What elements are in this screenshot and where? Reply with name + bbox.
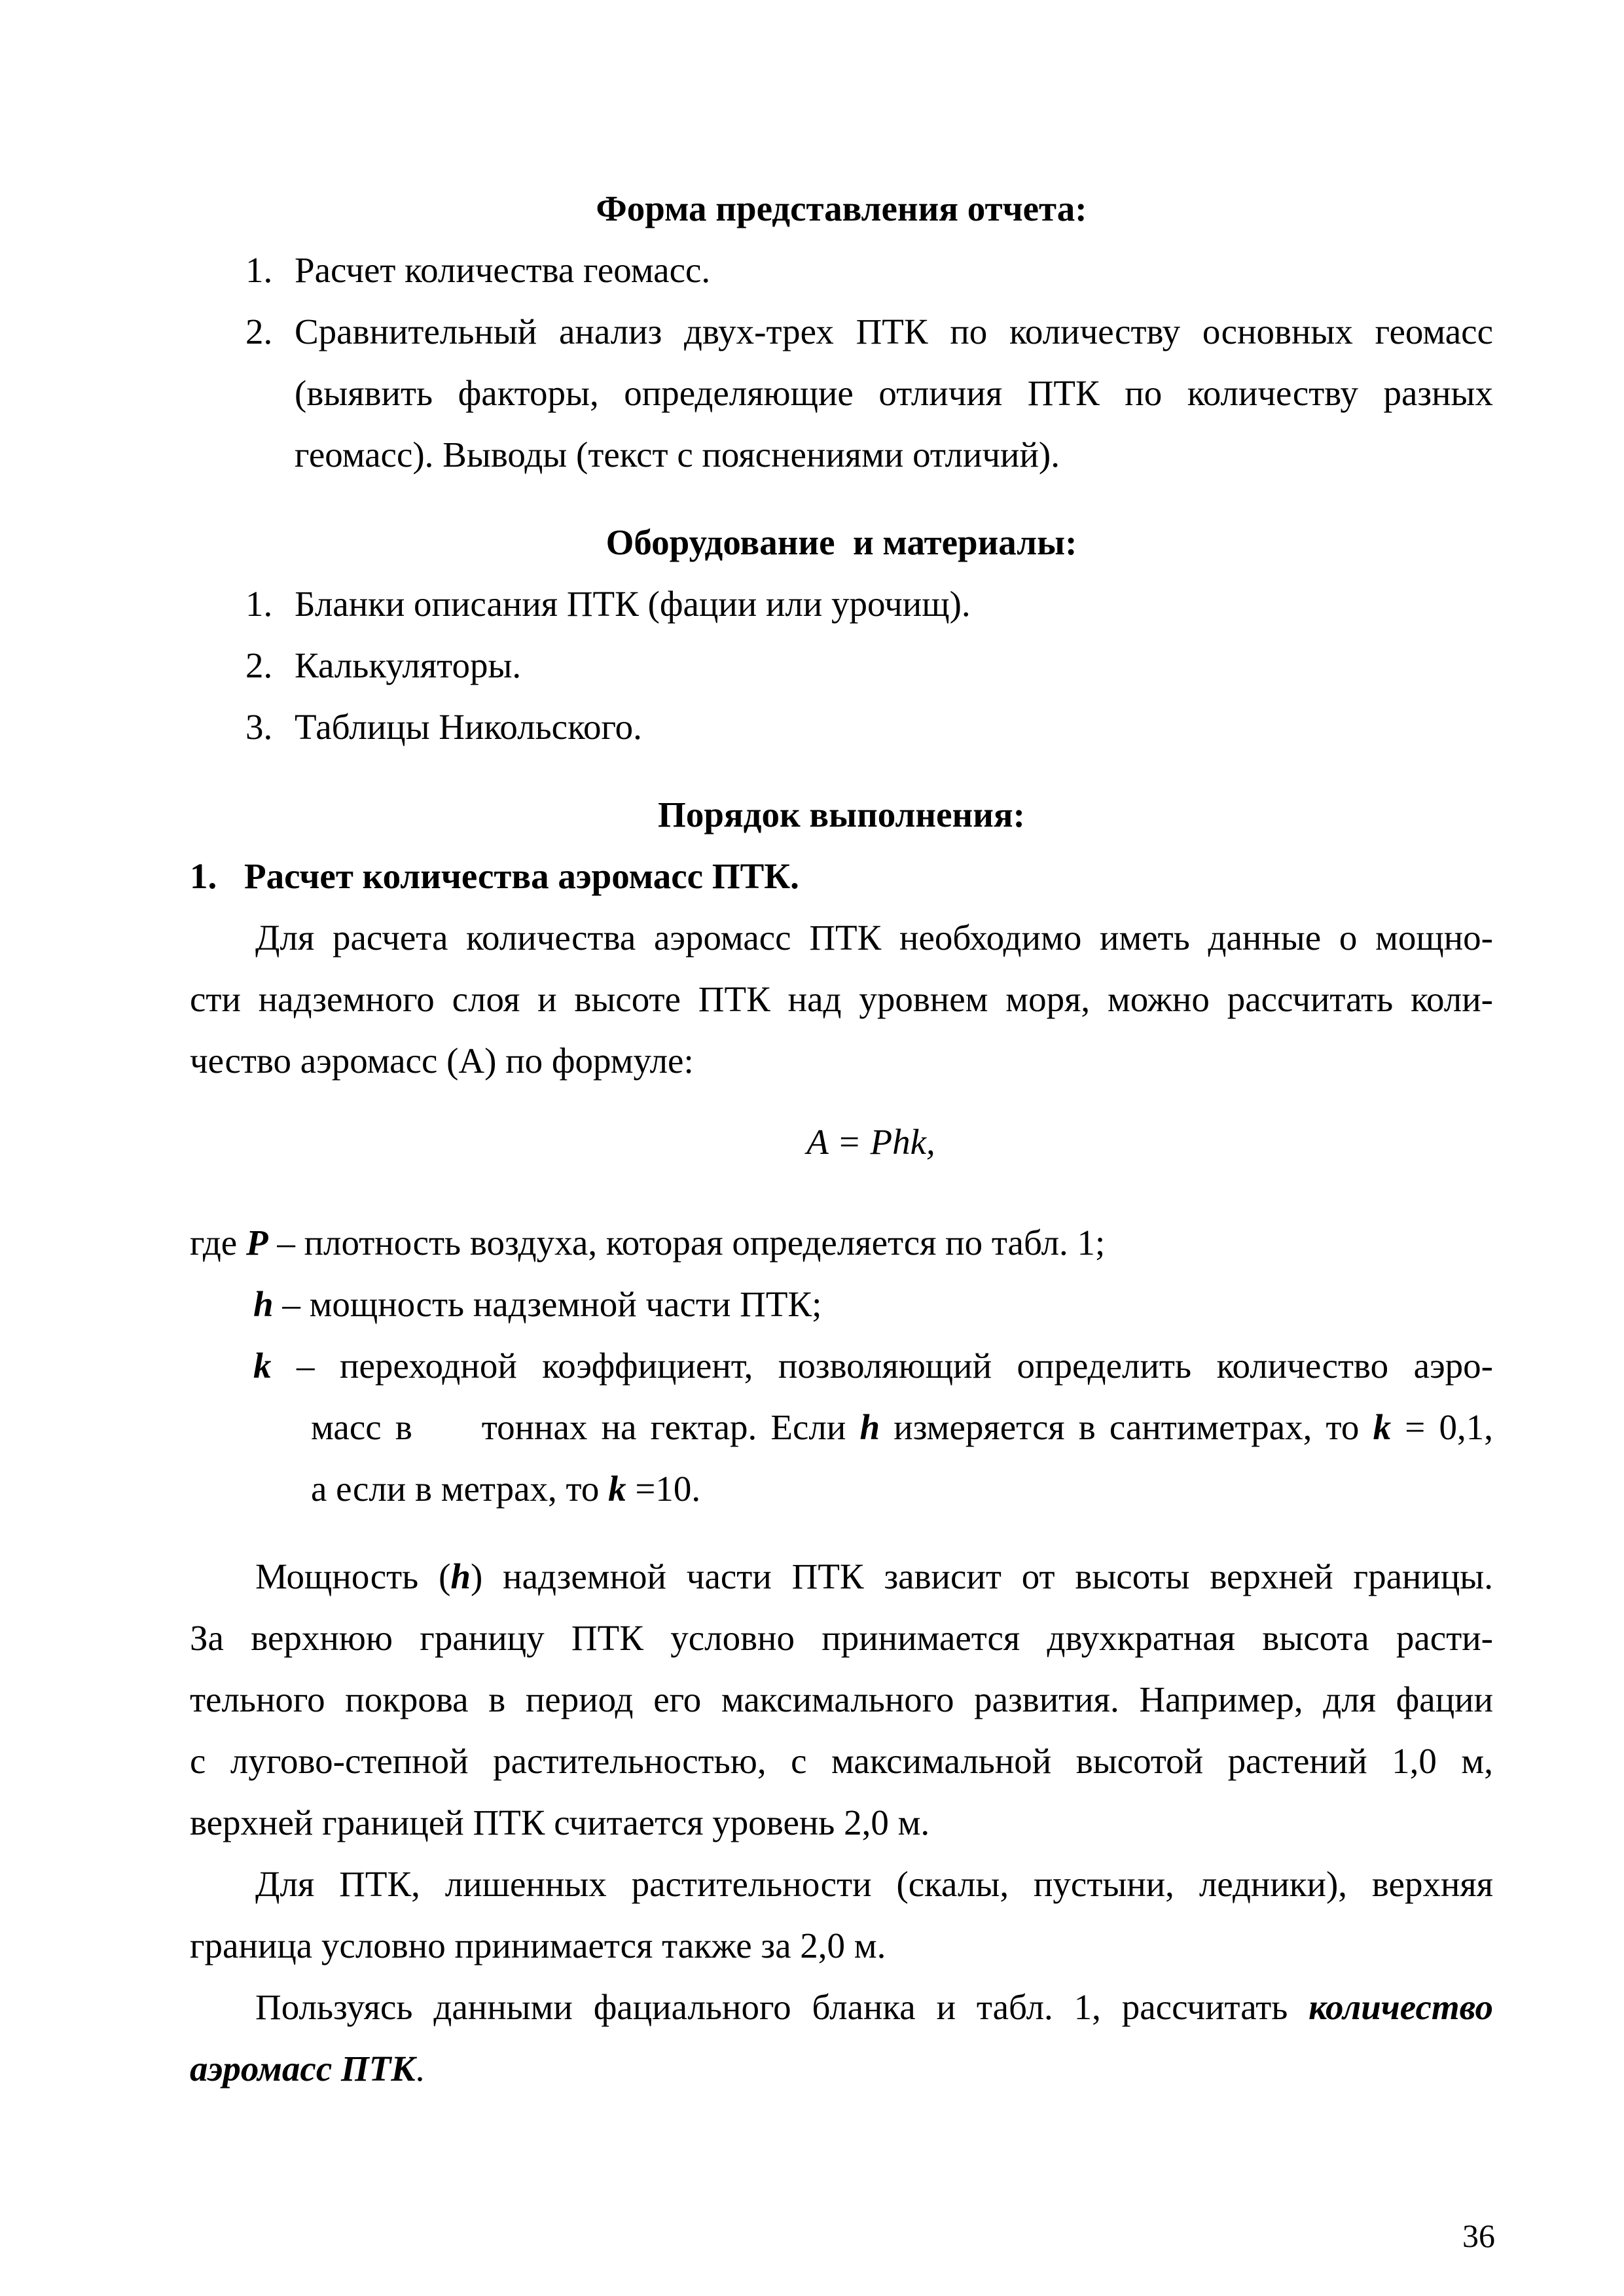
paragraph-line: Для ПТК, лишенных растительности (скалы, пустыни, ледники), верхняя — [255, 1864, 1493, 1904]
formula: A = Phk, — [806, 1122, 935, 1162]
paragraph-line: граница условно принимается также за 2,0 м. — [190, 1926, 886, 1965]
text-line: Таблицы Никольского. — [295, 707, 642, 747]
text-segment: – плотность воздуха, которая определяется по табл. 1; — [268, 1223, 1106, 1263]
text-line: Расчет количества геомасс. — [295, 250, 711, 290]
procedure-heading: Порядок выполнения: — [658, 795, 1025, 834]
list-marker: 2. — [245, 645, 273, 685]
text-line: (выявить факторы, определяющие отличия ПТК по количеству разных — [295, 373, 1493, 413]
text-segment: ) надземной части ПТК зависит от высоты верхней границы. — [470, 1556, 1493, 1596]
text-segment: где — [190, 1223, 246, 1263]
paragraph-line: За верхнюю границу ПТК условно принимается двухкратная высота расти- — [190, 1618, 1493, 1658]
definition-line — [190, 1335, 1493, 1397]
definition-line — [190, 1458, 1493, 1520]
text-segment: измеряется в сантиметрах, то — [880, 1407, 1373, 1447]
document-page — [190, 178, 1493, 2100]
text-line: Сравнительный анализ двух-трех ПТК по количеству основных геомасс — [295, 312, 1493, 351]
paragraph-line: с лугово-степной растительностью, с максимальной высотой растений 1,0 м, — [190, 1741, 1493, 1781]
list-item — [190, 240, 1493, 301]
variable-h: h — [859, 1407, 880, 1447]
text-line: сти надземного слоя и высоте ПТК над уровнем моря, можно рассчитать коли- — [190, 979, 1493, 1019]
variable-p: P — [245, 1223, 268, 1263]
list-item — [190, 573, 1493, 635]
list-marker: 1. — [190, 856, 217, 896]
paragraph-line: тельного покрова в период его максимального развития. Например, для фации — [190, 1679, 1493, 1719]
list-marker: 1. — [245, 250, 273, 290]
paragraph-line — [190, 2038, 1493, 2100]
text-segment: масс в тоннах на гектар. Если — [311, 1407, 860, 1447]
variable-k: k — [253, 1346, 272, 1386]
page-number: 36 — [1462, 2217, 1495, 2254]
list-marker: 1. — [245, 584, 273, 624]
text-segment: . — [415, 2049, 425, 2089]
variable-h: h — [253, 1284, 274, 1324]
equipment-heading: Оборудование и материалы: — [605, 522, 1077, 562]
text-segment: =10. — [626, 1469, 701, 1509]
definition-line — [190, 1274, 1493, 1335]
text-segment: Мощность ( — [255, 1556, 451, 1596]
emphasized-text: аэромасс ПТК — [190, 2049, 416, 2089]
paragraph-line: верхней границей ПТК считается уровень 2,0 м. — [190, 1803, 930, 1842]
variable-k: k — [608, 1469, 626, 1509]
step-title-text: Расчет количества аэромасс ПТК. — [244, 856, 799, 896]
definition-line — [190, 1397, 1493, 1458]
paragraph-line — [190, 1977, 1493, 2038]
report-form-heading: Форма представления отчета: — [596, 188, 1087, 228]
text-line: чество аэромасс (А) по формуле: — [190, 1041, 694, 1081]
variable-h: h — [450, 1556, 471, 1596]
text-line: геомасс). Выводы (текст с пояснениями отличий). — [295, 435, 1060, 475]
text-segment: а если в метрах, то — [311, 1469, 609, 1509]
text-line: Калькуляторы. — [295, 645, 522, 685]
list-item — [190, 635, 1493, 696]
list-marker: 2. — [245, 312, 273, 351]
list-marker: 3. — [245, 707, 273, 747]
definition-line — [190, 1212, 1493, 1274]
emphasized-text: количество — [1308, 1987, 1493, 2027]
text-line: Бланки описания ПТК (фации или урочищ). — [295, 584, 971, 624]
text-segment: = 0,1, — [1391, 1407, 1493, 1447]
text-segment: Пользуясь данными фациального бланка и табл. 1, рассчитать — [255, 1987, 1309, 2027]
list-item — [190, 696, 1493, 758]
paragraph-line — [190, 1546, 1493, 1607]
procedure-step-title — [190, 846, 1493, 907]
list-item — [190, 301, 1493, 486]
variable-k: k — [1373, 1407, 1392, 1447]
text-line: Для расчета количества аэромасс ПТК необходимо иметь данные о мощно- — [255, 918, 1493, 958]
text-segment: – мощность надземной части ПТК; — [273, 1284, 822, 1324]
text-segment: – переходной коэффициент, позволяющий определить количество аэро- — [271, 1346, 1493, 1386]
